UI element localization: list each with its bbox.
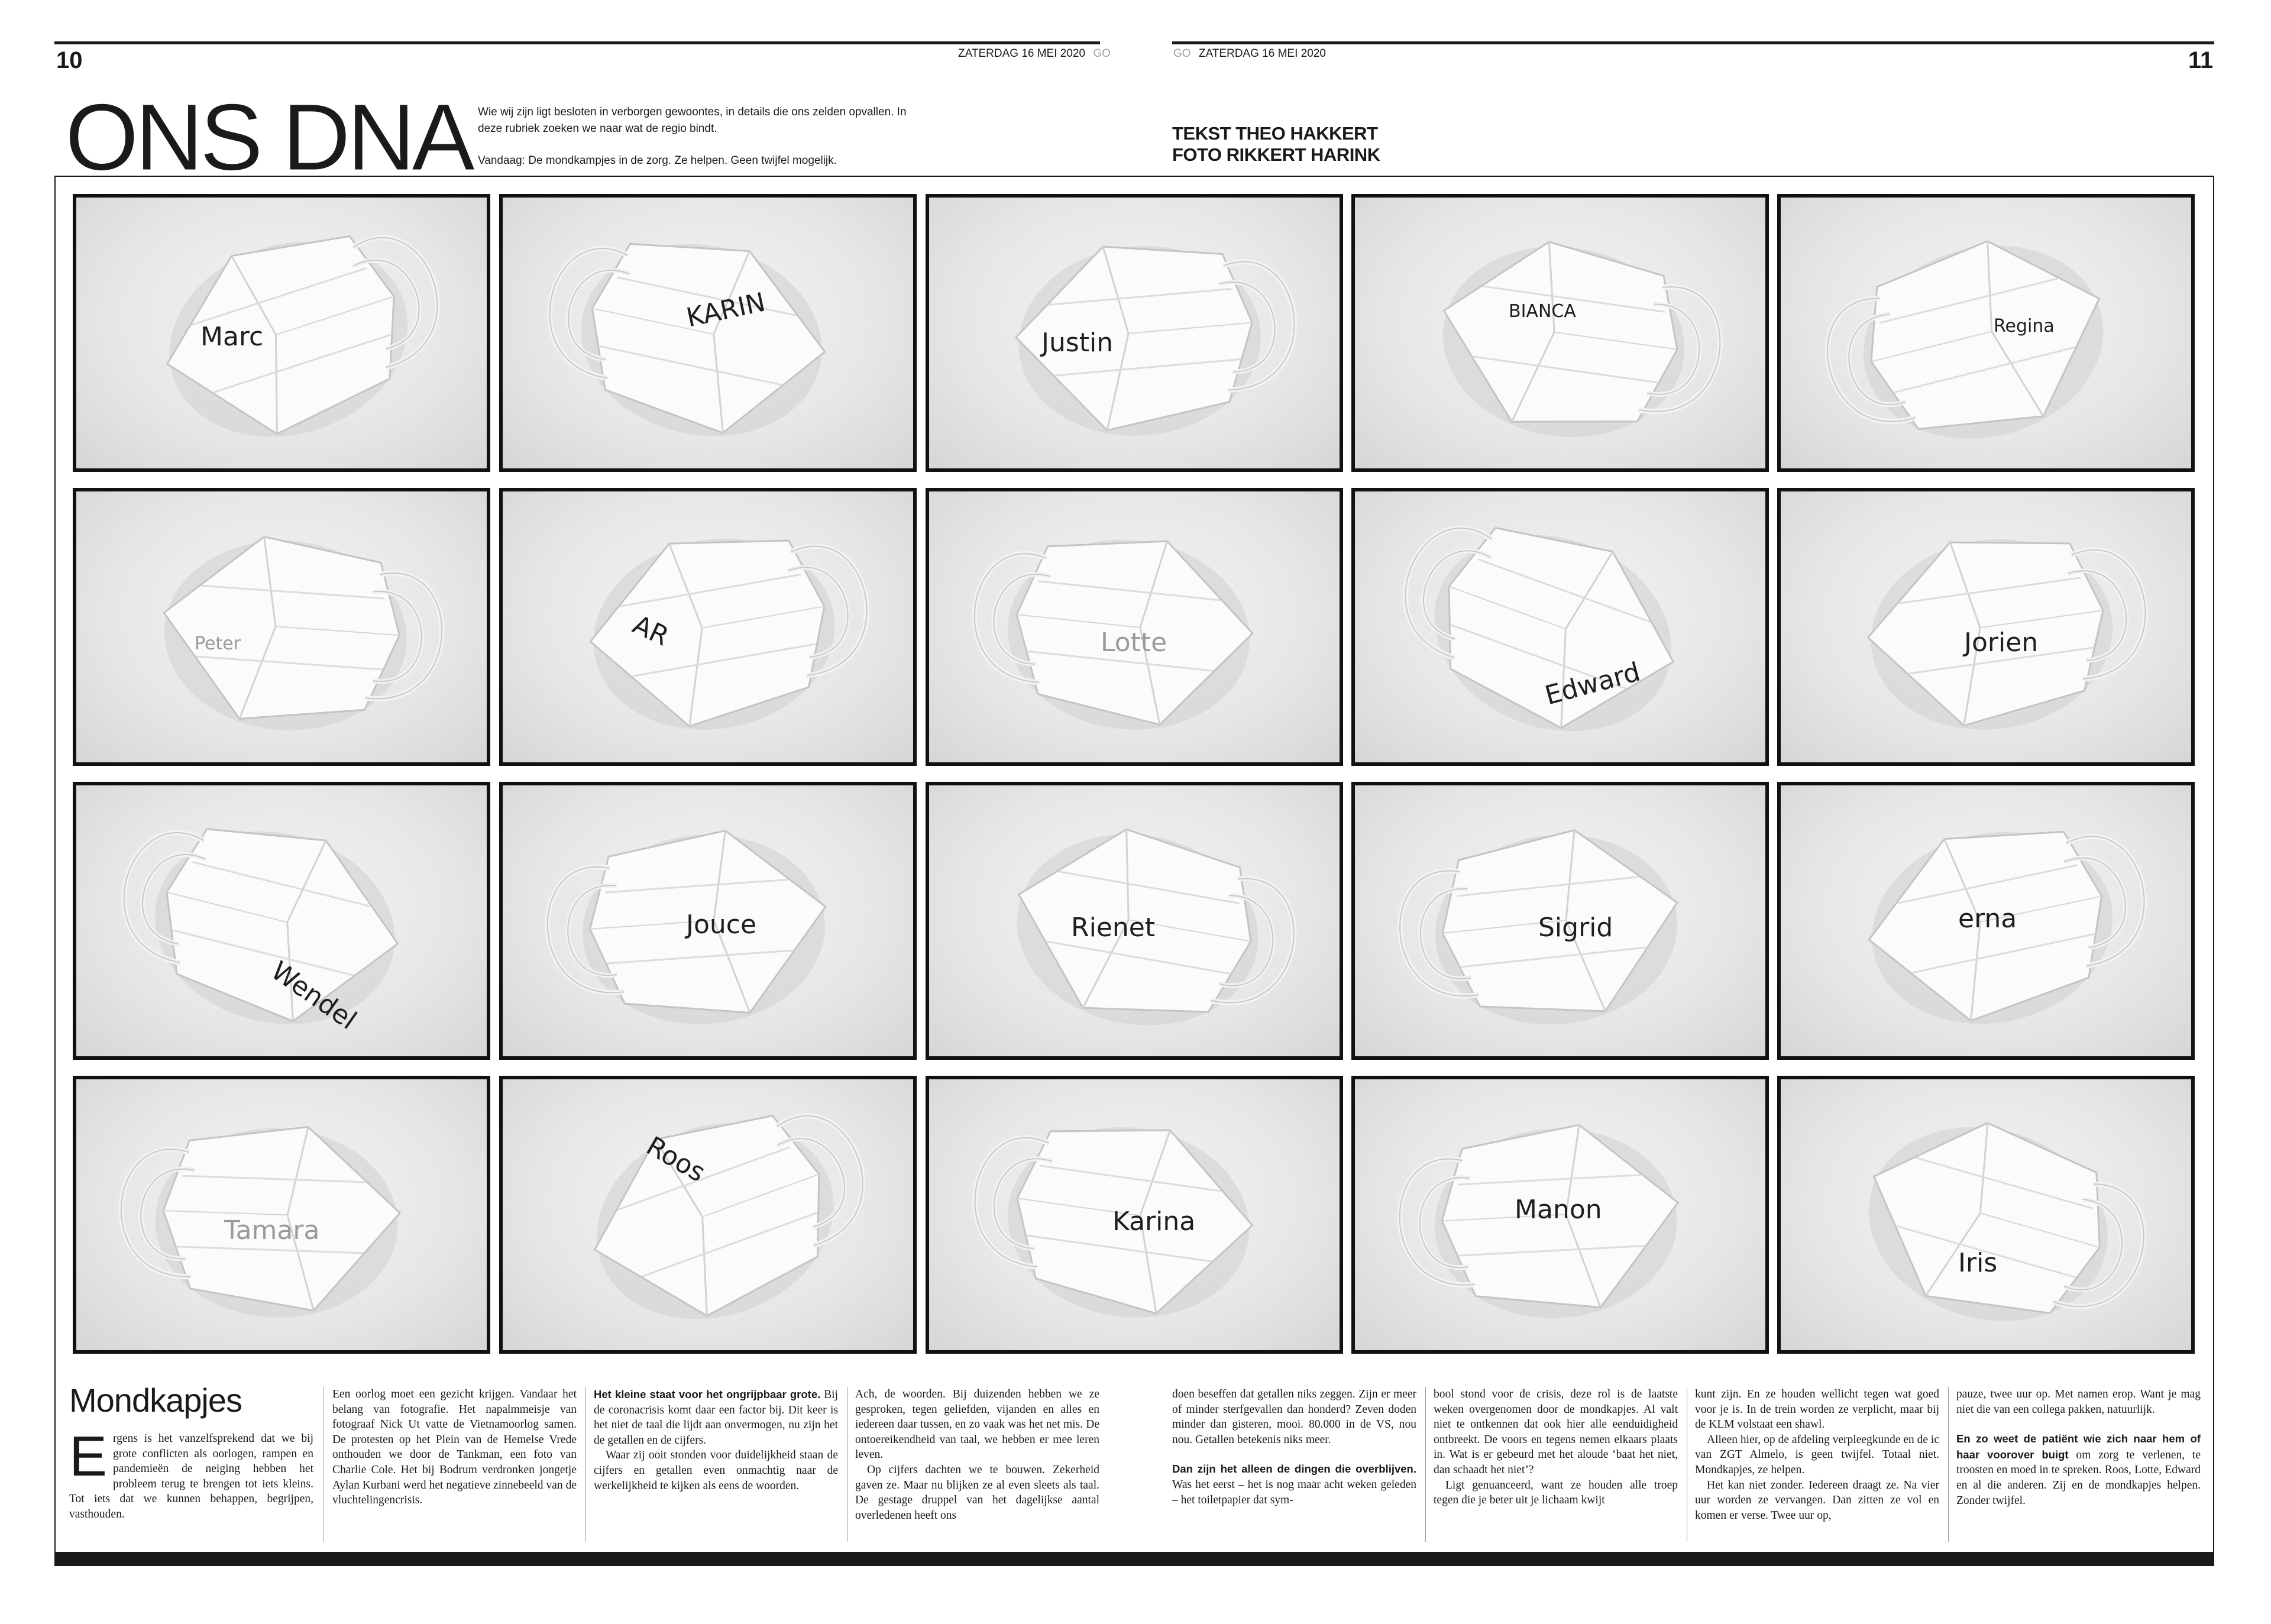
col6-text-a: bool stond voor de crisis, deze rol is de laatste weken overgenomen door de mondkapjes. Al valt niet te ontkennen dat ook hier alle eenduidigheid ontbreekt. De voors en tegens nemen elkaars plaats in. Wat is er gebeurd met het aloude ‘baat het niet, dan schaadt het niet’? xyxy=(1434,1388,1678,1476)
mask-photo xyxy=(1351,782,1769,1060)
mask-drawing xyxy=(503,198,913,468)
mask-name-label: Edward xyxy=(1542,656,1644,711)
drop-cap: E xyxy=(69,1425,108,1488)
mask-drawing xyxy=(1355,491,1765,762)
page-number-right: 11 xyxy=(2188,47,2214,73)
mask-photo xyxy=(1777,488,2195,766)
mask-photo xyxy=(926,194,1343,472)
article-column-3 xyxy=(594,1387,838,1493)
mask-photo xyxy=(926,782,1343,1060)
mask-photo xyxy=(1777,782,2195,1060)
col3-text-a: Bij de coronacrisis komt daar een factor bij. Dit keer is het niet de taal die lijdt aan onvermogen, nu zijn het de getallen en de cijfers. xyxy=(594,1389,838,1447)
mask-photo xyxy=(1351,194,1769,472)
col8-lead: En zo weet de patiënt wie zich naar hem of haar voorover buigt xyxy=(1956,1432,2201,1461)
col8-text-a: pauze, twee uur op. Met namen erop. Want je mag niet die van een collega pakken, natuurlijk. xyxy=(1956,1388,2201,1416)
page-number-left: 10 xyxy=(56,47,83,73)
col2-text: Een oorlog moet een gezicht krijgen. Vandaar het belang van fotografie. Het napalmmeisje van fotograaf Nick Ut vatte de Vietnamoorlog samen. De protesten op het Plein van de Hemelse Vrede onthouden we door de Tankman, een foto van Charlie Cole. Het bij Bodrum verdronken jongetje Aylan Kurbani werd het negatieve zinnebeeld van de vluchtelingencrisis. xyxy=(332,1388,577,1507)
col7-text-b: Alleen hier, op de afdeling verpleegkunde en de ic van ZGT Almelo, is geen twijfel. Totaal niet. Mondkapjes, ze helpen. xyxy=(1695,1433,1939,1476)
mask-name-label: erna xyxy=(1958,904,2017,934)
mask-drawing xyxy=(1781,198,2191,468)
col1-text: rgens is het vanzelfsprekend dat we bij grote conflicten als oorlogen, rampen en pandemieën de neiging hebben het probleem terug te brengen tot iets kleins. Tot iets dat we kunnen behappen, begrijpen, vasthouden. xyxy=(69,1432,313,1521)
mask-name-label: Jorien xyxy=(1964,627,2039,658)
mask-photo xyxy=(1777,194,2195,472)
mask-name-label: Peter xyxy=(195,633,241,654)
mask-drawing xyxy=(503,1079,913,1350)
article-column-8 xyxy=(1956,1387,2201,1508)
mask-name-label: Manon xyxy=(1515,1195,1602,1225)
mask-photo xyxy=(499,194,917,472)
article-column-4 xyxy=(855,1387,1099,1523)
mask-name-label: KARIN xyxy=(684,287,768,334)
mask-photo xyxy=(73,488,490,766)
mask-name-label: Karina xyxy=(1112,1206,1196,1237)
top-rule-right xyxy=(1172,41,2214,44)
mask-photo xyxy=(1351,488,1769,766)
mask-name-label: Rienet xyxy=(1071,913,1156,943)
col5-lead: Dan zijn het alleen de dingen die overblijven. xyxy=(1172,1463,1416,1476)
mask-name-label: Sigrid xyxy=(1538,913,1613,943)
col3-lead: Het kleine staat voor het ongrijpbaar grote. xyxy=(594,1388,821,1400)
mask-drawing xyxy=(1781,1079,2191,1350)
mask-photo xyxy=(926,1076,1343,1354)
mask-photo xyxy=(73,1076,490,1354)
mask-drawing xyxy=(76,198,487,468)
mask-name-label: Regina xyxy=(1994,316,2055,337)
mask-photo xyxy=(1777,1076,2195,1354)
article-headline: Mondkapjes xyxy=(69,1382,242,1419)
credits xyxy=(1172,123,1380,166)
mask-name-label: Lotte xyxy=(1101,627,1167,658)
mask-name-label: BIANCA xyxy=(1509,301,1576,322)
mask-photo xyxy=(73,194,490,472)
section-mark-left: GO xyxy=(1093,47,1111,60)
top-rule-left xyxy=(54,41,1100,44)
date-text-left: ZATERDAG 16 MEI 2020 xyxy=(958,47,1086,60)
article-column-2 xyxy=(332,1387,577,1508)
mask-drawing xyxy=(76,785,487,1056)
mask-photo xyxy=(499,1076,917,1354)
mask-drawing xyxy=(76,491,487,762)
mask-name-label: Iris xyxy=(1958,1248,1998,1278)
feature-intro xyxy=(478,104,915,185)
col4-text-b: Op cijfers dachten we te bouwen. Zekerheid gaven ze. Maar nu blijken ze al even sleets als taal. De gestage druppel van het dagelijkse aantal overledenen heeft ons xyxy=(855,1463,1099,1522)
col4-text-a: Ach, de woorden. Bij duizenden hebben we ze gesproken, tegen geliefden, vijanden en alles en iedereen daar tussen, en zo vaak was het net mis. De ontoereikendheid van taal, we hebben er mee leren leven. xyxy=(855,1388,1099,1461)
mask-name-label: Justin xyxy=(1041,328,1114,358)
section-mark-right: GO xyxy=(1173,47,1191,60)
column-rule-2 xyxy=(585,1387,586,1542)
col8-text-b: om zorg te verlenen, te troosten en moed in te spreken. Roos, Lotte, Edward en al die anderen. Zij en de mondkapjes helpen. Zonder twijfel. xyxy=(1956,1448,2201,1507)
col6-text-b: Ligt genuanceerd, want ze houden alle troep tegen die je beter uit je lichaam kwijt xyxy=(1434,1479,1678,1507)
mask-drawing xyxy=(503,491,913,762)
col7-text-a: kunt zijn. En ze houden wellicht tegen wat goed voor je is. In de trein worden ze verplicht, maar bij de KLM volstaat een shawl. xyxy=(1695,1388,1939,1431)
dateline-right xyxy=(1173,47,1326,60)
mask-name-label: Jouce xyxy=(686,910,757,940)
mask-drawing xyxy=(1355,198,1765,468)
bottom-bar xyxy=(54,1552,2214,1566)
mask-drawing xyxy=(929,491,1340,762)
mask-photo xyxy=(73,782,490,1060)
column-rule-7 xyxy=(1948,1387,1949,1542)
column-rule-5 xyxy=(1425,1387,1426,1542)
mask-name-label: Tamara xyxy=(224,1215,320,1246)
mask-name-label: AR xyxy=(628,609,674,652)
mask-drawing xyxy=(76,1079,487,1350)
col7-text-c: Het kan niet zonder. Iedereen draagt ze. Na vier uur worden ze vervangen. Dan zitten ze vol en komen er verse. Twee uur op, xyxy=(1695,1479,1939,1522)
mask-drawing xyxy=(929,198,1340,468)
article-column-1 xyxy=(69,1425,313,1522)
mask-drawing xyxy=(1781,491,2191,762)
credit-text: TEKST THEO HAKKERT xyxy=(1172,123,1378,144)
col5-text-a: doen beseffen dat getallen niks zeggen. Zijn er meer of minder sterfgevallen dan honderd? Zeven doden minder dan gisteren, mooi. 80.000 in de VS, nou nou. Getallen betekenis niks meer. xyxy=(1172,1388,1416,1446)
intro-paragraph-1: Wie wij zijn ligt besloten in verborgen gewoontes, in details die ons zelden opvallen. In deze rubriek zoeken we naar wat de regio bindt. xyxy=(478,106,907,135)
feature-title: ONS DNA xyxy=(65,84,471,190)
article-column-5 xyxy=(1172,1387,1416,1507)
col5-text-b: Was het eerst – het is nog maar acht weken geleden – het toiletpapier dat sym- xyxy=(1172,1478,1416,1506)
mask-photo xyxy=(499,488,917,766)
mask-photo xyxy=(1351,1076,1769,1354)
credit-photo: FOTO RIKKERT HARINK xyxy=(1172,144,1380,165)
mask-photo xyxy=(926,488,1343,766)
article-column-6 xyxy=(1434,1387,1678,1508)
mask-photo xyxy=(499,782,917,1060)
col3-text-b: Waar zij ooit stonden voor duidelijkheid staan de cijfers en getallen even onmachtig naar de werkelijkheid te kijken als eens de woorden. xyxy=(594,1449,838,1492)
intro-paragraph-2: Vandaag: De mondkampjes in de zorg. Ze helpen. Geen twijfel mogelijk. xyxy=(478,154,837,167)
mask-name-label: Marc xyxy=(200,322,264,352)
dateline-left xyxy=(958,47,1111,60)
article-column-7 xyxy=(1695,1387,1939,1523)
date-text-right: ZATERDAG 16 MEI 2020 xyxy=(1198,47,1326,60)
mask-name-label: Wendel xyxy=(266,955,362,1036)
mask-name-label: Roos xyxy=(641,1131,711,1188)
